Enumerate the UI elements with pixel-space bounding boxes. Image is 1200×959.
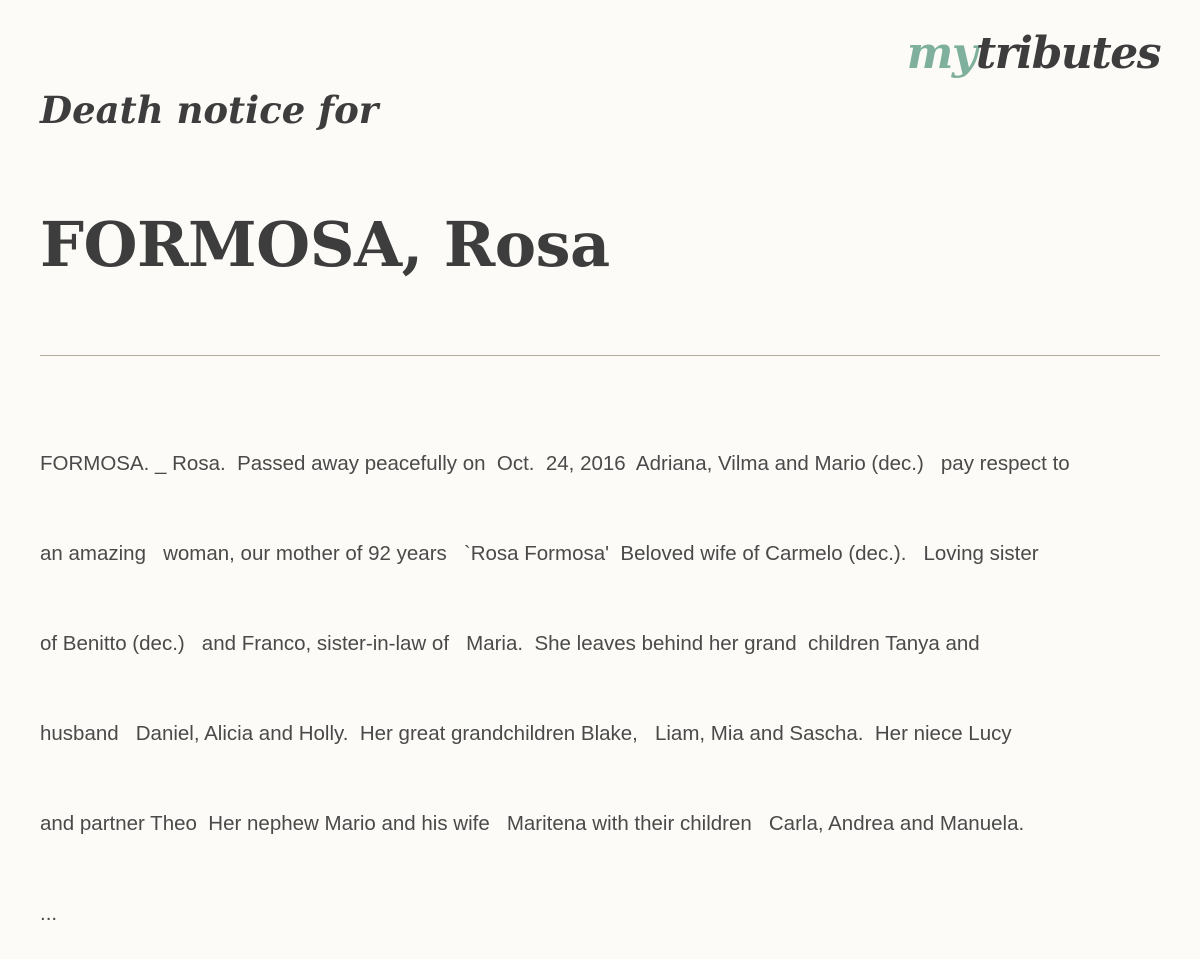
- section-divider: [40, 355, 1160, 356]
- notice-line: of Benitto (dec.) and Franco, sister-in-law of Maria. She leaves behind her grand children Tanya and: [40, 632, 980, 655]
- notice-line: FORMOSA. _ Rosa. Passed away peacefully on Oct. 24, 2016 Adriana, Vilma and Mario (dec.) pay respect to: [40, 452, 1070, 475]
- death-notice-kicker: Death notice for: [40, 88, 379, 132]
- mytributes-logo[interactable]: [906, 28, 1160, 79]
- deceased-name: FORMOSA, Rosa: [40, 208, 610, 281]
- notice-line: an amazing woman, our mother of 92 years `Rosa Formosa' Beloved wife of Carmelo (dec.). Loving sister: [40, 542, 1039, 565]
- notice-text: [40, 389, 1160, 959]
- notice-ellipsis: ...: [40, 902, 58, 925]
- notice-line: and partner Theo Her nephew Mario and his wife Maritena with their children Carla, Andrea and Manuela.: [40, 812, 1025, 835]
- notice-line: husband Daniel, Alicia and Holly. Her great grandchildren Blake, Liam, Mia and Sascha. Her niece Lucy: [40, 722, 1012, 745]
- logo-part-tributes: tributes: [975, 28, 1160, 79]
- logo-part-my: my: [906, 28, 976, 79]
